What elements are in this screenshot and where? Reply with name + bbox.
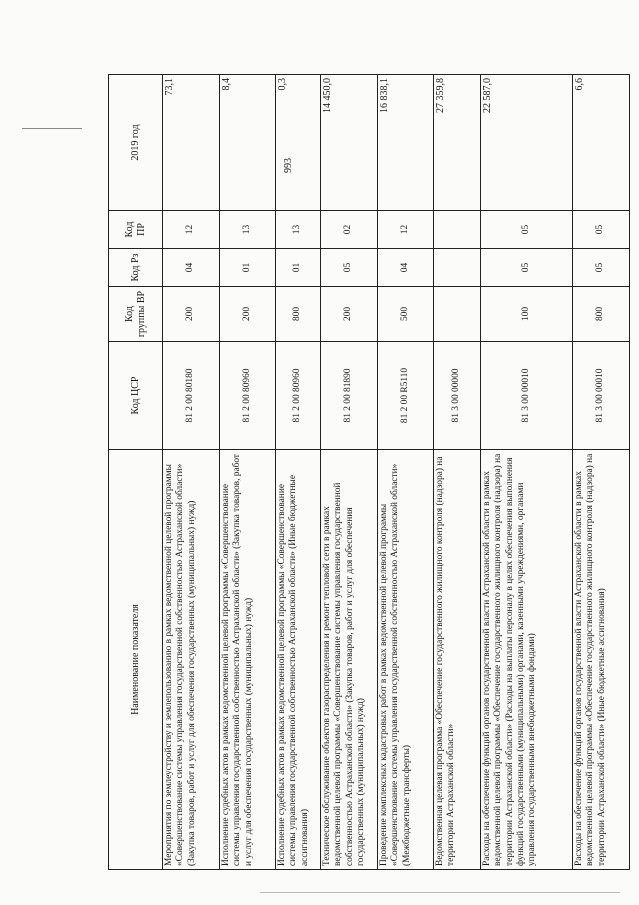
table-row [378,75,434,870]
row-vr: 200 [163,287,220,342]
row-name: Техническое обслуживание объектов газораспределения и ремонт тепловой сети в рамках ведомственной целевой программы «Совершенствование системы управления государственной собственностью Астраханской области» (Закупка товаров, работ и услуг для обеспечения государственных (муниципальных) нужд) [321,450,378,870]
row-value: 16 838,1 [378,75,434,211]
row-value: 8,4 [220,75,276,211]
page-number: 993 [283,158,294,173]
budget-table [108,74,630,870]
row-name: Расходы на обеспечение функций органов государственной власти Астраханской области в рамках ведомственной целевой программы «Обеспечение государственного жилищного контроля (надзора) на территории Астраханской области» (Иные бюджетные ассигнования) [573,450,630,870]
row-csr: 81 2 00 R5110 [378,342,434,450]
row-name: Исполнение судебных актов в рамках ведомственной целевой программы «Совершенствование системы управления государственной собственностью Астраханской области» (Иные бюджетные ассигнования) [276,450,321,870]
row-value: 22 587,0 [481,75,573,211]
row-pr: 05 [481,211,573,249]
table-header-row [109,75,163,870]
row-vr: 500 [378,287,434,342]
row-vr: 800 [276,287,321,342]
row-name: Проведение комплексных кадастровых работ в рамках ведомственной целевой программы «Совершенствование системы управления государственной собственностью Астраханской области» (Межбюджетные трансферты) [378,450,434,870]
row-csr: 81 2 00 80180 [163,342,220,450]
row-vr [434,287,481,342]
row-pr: 13 [220,211,276,249]
table-row [481,75,573,870]
row-pr: 12 [378,211,434,249]
row-vr: 200 [321,287,378,342]
row-name: Мероприятия по землеустройству и землепользованию в рамках ведомственной целевой программы «Совершенствование системы управления государственной собственностью Астраханской области» (Закупка товаров, работ и услуг для обеспечения государственных (муниципальных) нужд) [163,450,220,870]
row-rz: 01 [276,249,321,287]
row-csr: 81 3 00 00010 [481,342,573,450]
row-pr: 02 [321,211,378,249]
row-csr: 81 3 00 00010 [573,342,630,450]
row-vr: 100 [481,287,573,342]
table-row [220,75,276,870]
row-value: 73,1 [163,75,220,211]
table-row [276,75,321,870]
row-pr: 12 [163,211,220,249]
row-rz [434,249,481,287]
table-row [573,75,630,870]
table-row [163,75,220,870]
row-name: Расходы на обеспечение функций органов государственной власти Астраханской области в рамках ведомственной целевой программы «Обеспечение государственного жилищного контроля (надзора) на территории Астраханской области» (Расходы на выплаты персоналу в целях обеспечения выполнения функций государственными (муниципальными) органами, казенными учреждениями, органами управления государственными внебюджетными фондами) [481,450,573,870]
header-csr: Код ЦСР [109,342,163,450]
row-rz: 05 [481,249,573,287]
row-pr: 13 [276,211,321,249]
row-rz: 05 [321,249,378,287]
table-row [321,75,378,870]
budget-table-rotated [108,75,623,870]
row-value: 0,3 [276,75,321,211]
row-value: 27 359,8 [434,75,481,211]
row-csr: 81 2 00 80960 [220,342,276,450]
row-pr [434,211,481,249]
row-value: 14 450,0 [321,75,378,211]
row-value: 6,6 [573,75,630,211]
row-vr: 200 [220,287,276,342]
row-rz: 01 [220,249,276,287]
header-vr: Код группы ВР [109,287,163,342]
row-rz: 05 [573,249,630,287]
row-name: Исполнение судебных актов в рамках ведомственной целевой программы «Совершенствование системы управления государственной собственностью Астраханской области» (Закупка товаров, работ и услуг для обеспечения государственных (муниципальных) нужд) [220,450,276,870]
header-rz: Код Рз [109,249,163,287]
row-rz: 04 [378,249,434,287]
row-csr: 81 2 00 80960 [276,342,321,450]
table-row [434,75,481,870]
scan-mark [22,128,82,129]
row-csr: 81 3 00 00000 [434,342,481,450]
row-vr: 800 [573,287,630,342]
header-name: Наименование показателя [109,450,163,870]
header-year: 2019 год [109,75,163,211]
header-pr: Код ПР [109,211,163,249]
row-name: Ведомственная целевая программа «Обеспечение государственного жилищного контроля (надзора) на территории Астраханской области» [434,450,481,870]
row-rz: 04 [163,249,220,287]
row-pr: 05 [573,211,630,249]
scan-mark [260,892,620,893]
row-csr: 81 2 00 81890 [321,342,378,450]
